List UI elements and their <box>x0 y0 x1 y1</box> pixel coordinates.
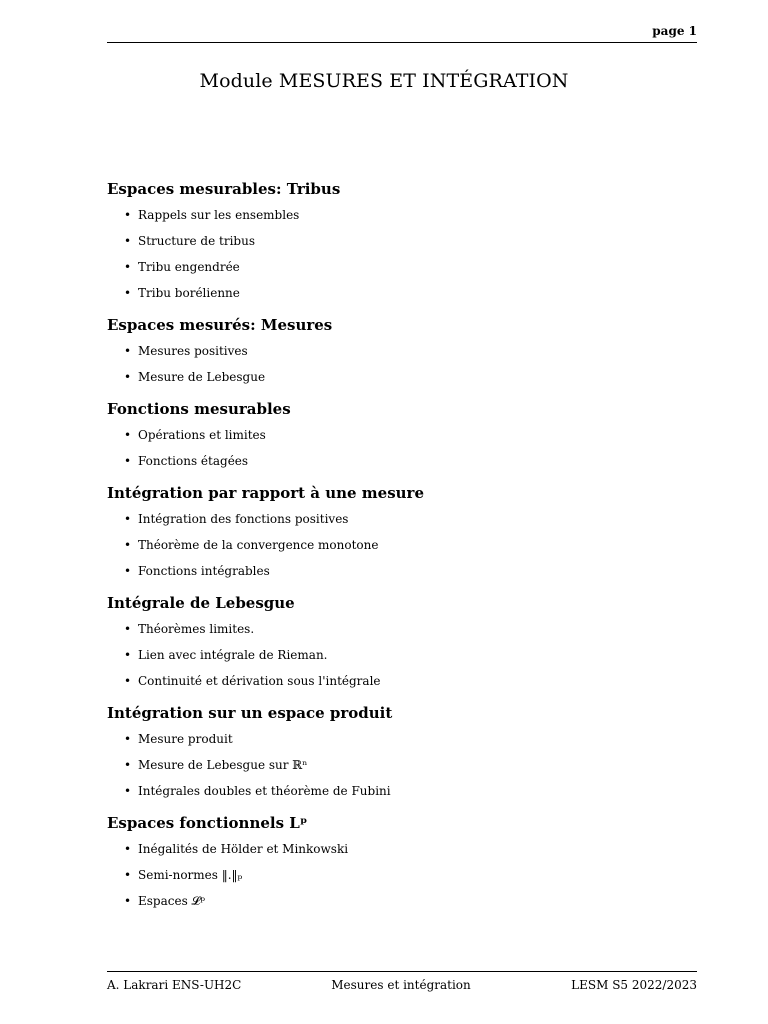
section-title: Espaces mesurables: Tribus <box>107 180 341 198</box>
bullet-icon: • <box>124 260 132 274</box>
section-title: Intégrale de Lebesgue <box>107 594 295 612</box>
list-item-text: Semi-normes ‖.‖ₚ <box>138 868 243 882</box>
list-item <box>107 752 697 778</box>
page-header <box>107 20 697 43</box>
document-title: Module MESURES ET INTÉGRATION <box>199 70 569 92</box>
list-item <box>107 778 697 804</box>
bullet-icon: • <box>124 454 132 468</box>
list-item <box>107 616 697 642</box>
bullet-icon: • <box>124 648 132 662</box>
item-list <box>107 726 697 804</box>
list-item <box>107 228 697 254</box>
bullet-icon: • <box>124 674 132 688</box>
list-item-text: Espaces 𝓛ᵖ <box>138 894 206 908</box>
list-item-text: Intégrales doubles et théorème de Fubini <box>138 784 391 798</box>
list-item-text: Tribu borélienne <box>138 286 240 300</box>
list-item <box>107 202 697 228</box>
list-item-text: Tribu engendrée <box>138 260 240 274</box>
section-title: Intégration par rapport à une mesure <box>107 484 424 502</box>
bullet-icon: • <box>124 622 132 636</box>
bullet-icon: • <box>124 564 132 578</box>
list-item-text: Opérations et limites <box>138 428 266 442</box>
bullet-icon: • <box>124 512 132 526</box>
section-espaces-mesures <box>107 314 697 390</box>
bullet-icon: • <box>124 428 132 442</box>
section-title: Espaces fonctionnels Lᵖ <box>107 814 308 832</box>
section-integration-mesure <box>107 482 697 584</box>
section-title: Fonctions mesurables <box>107 400 291 418</box>
item-list <box>107 506 697 584</box>
list-item <box>107 532 697 558</box>
list-item-text: Fonctions intégrables <box>138 564 270 578</box>
list-item <box>107 254 697 280</box>
bullet-icon: • <box>124 370 132 384</box>
list-item-text: Mesure de Lebesgue <box>138 370 266 384</box>
list-item <box>107 448 697 474</box>
list-item-text: Lien avec intégrale de Rieman. <box>138 648 328 662</box>
list-item <box>107 642 697 668</box>
section-integrale-lebesgue <box>107 592 697 694</box>
item-list <box>107 836 697 914</box>
footer-author: A. Lakrari ENS-UH2C <box>107 978 242 992</box>
list-item <box>107 726 697 752</box>
item-list <box>107 338 697 390</box>
section-fonctions-mesurables <box>107 398 697 474</box>
section-espaces-fonctionnels <box>107 812 697 914</box>
list-item <box>107 338 697 364</box>
bullet-icon: • <box>124 868 132 882</box>
list-item <box>107 422 697 448</box>
list-item <box>107 836 697 862</box>
section-title: Intégration sur un espace produit <box>107 704 393 722</box>
list-item <box>107 280 697 306</box>
list-item <box>107 364 697 390</box>
item-list <box>107 422 697 474</box>
list-item <box>107 558 697 584</box>
footer-program: LESM S5 2022/2023 <box>571 978 697 992</box>
list-item-text: Rappels sur les ensembles <box>138 208 300 222</box>
list-item-text: Théorèmes limites. <box>138 622 255 636</box>
list-item <box>107 862 697 888</box>
list-item-text: Continuité et dérivation sous l'intégrale <box>138 674 381 688</box>
bullet-icon: • <box>124 784 132 798</box>
section-title: Espaces mesurés: Mesures <box>107 316 333 334</box>
list-item <box>107 668 697 694</box>
bullet-icon: • <box>124 732 132 746</box>
list-item-text: Mesure de Lebesgue sur ℝⁿ <box>138 758 308 772</box>
list-item-text: Intégration des fonctions positives <box>138 512 349 526</box>
list-item-text: Inégalités de Hölder et Minkowski <box>138 842 349 856</box>
footer-course: Mesures et intégration <box>331 978 471 992</box>
bullet-icon: • <box>124 344 132 358</box>
list-item-text: Structure de tribus <box>138 234 255 248</box>
list-item <box>107 506 697 532</box>
list-item <box>107 888 697 914</box>
bullet-icon: • <box>124 894 132 908</box>
list-item-text: Théorème de la convergence monotone <box>138 538 379 552</box>
bullet-icon: • <box>124 286 132 300</box>
list-item-text: Fonctions étagées <box>138 454 249 468</box>
bullet-icon: • <box>124 538 132 552</box>
section-espaces-mesurables <box>107 178 697 306</box>
page-footer <box>107 971 697 998</box>
syllabus-content <box>107 178 697 922</box>
list-item-text: Mesure produit <box>138 732 233 746</box>
item-list <box>107 202 697 306</box>
bullet-icon: • <box>124 842 132 856</box>
section-espace-produit <box>107 702 697 804</box>
page-number: page 1 <box>652 24 697 38</box>
bullet-icon: • <box>124 758 132 772</box>
bullet-icon: • <box>124 208 132 222</box>
bullet-icon: • <box>124 234 132 248</box>
list-item-text: Mesures positives <box>138 344 248 358</box>
item-list <box>107 616 697 694</box>
